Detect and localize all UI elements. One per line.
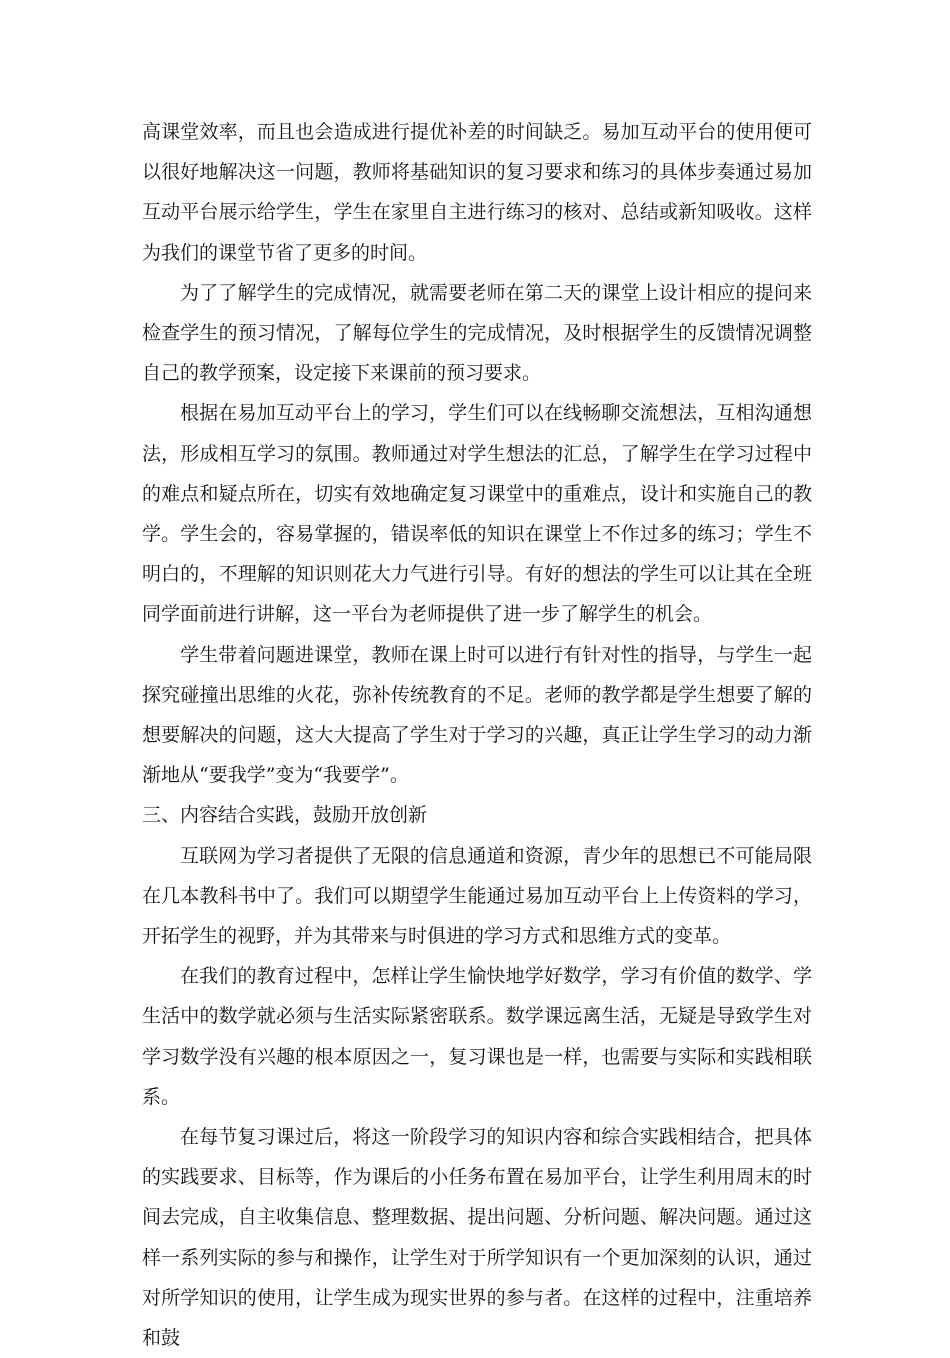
paragraph-classroom-guidance: 学生带着问题进课堂，教师在课上时可以进行有针对性的指导，与学生一起探究碰撞出思维的火花，弥补传统教育的不足。老师的教学都是学生想要了解的想要解决的问题，这大大提高了学生对于学习的兴趣，真正让学生学习的动力渐渐地从“要我学”变为“我要学”。 xyxy=(142,643,812,787)
document-body xyxy=(142,112,812,1358)
paragraph-practice-tasks: 在每节复习课过后，将这一阶段学习的知识内容和综合实践相结合，把具体的实践要求、目标等，作为课后的小任务布置在易加平台，让学生利用周末的时间去完成，自主收集信息、整理数据、提出问题、分析问题、解决问题。通过这样一系列实际的参与和操作，让学生对于所学知识有一个更加深刻的认识，通过对所学知识的使用，让学生成为现实世界的参与者。在这样的过程中，注重培养和鼓 xyxy=(142,1126,812,1350)
paragraph-math-life: 在我们的教育过程中，怎样让学生愉快地学好数学，学习有价值的数学、学生活中的数学就必须与生活实际紧密联系。数学课远离生活，无疑是导致学生对学习数学没有兴趣的根本原因之一，复习课也是一样，也需要与实际和实践相联系。 xyxy=(142,965,812,1108)
paragraph-internet-resources: 互联网为学习者提供了无限的信息通道和资源，青少年的思想已不可能局限在几本教科书中了。我们可以期望学生能通过易加互动平台上上传资料的学习，开拓学生的视野，并为其带来与时俱进的学习方式和思维方式的变革。 xyxy=(142,844,812,948)
paragraph-online-exchange: 根据在易加互动平台上的学习，学生们可以在线畅聊交流想法，互相沟通想法，形成相互学习的氛围。教师通过对学生想法的汇总，了解学生在学习过程中的难点和疑点所在，切实有效地确定复习课堂中的重难点，设计和实施自己的教学。学生会的，容易掌握的，错误率低的知识在课堂上不作过多的练习；学生不明白的，不理解的知识则花大力气进行引导。有好的想法的学生可以让其在全班同学面前进行讲解，这一平台为老师提供了进一步了解学生的机会。 xyxy=(142,402,812,626)
section-heading-three: 三、内容结合实践，鼓励开放创新 xyxy=(142,804,428,827)
paragraph-continuation: 高课堂效率，而且也会造成进行提优补差的时间缺乏。易加互动平台的使用便可以很好地解决这一问题，教师将基础知识的复习要求和练习的具体步奏通过易加互动平台展示给学生，学生在家里自主进行练习的核对、总结或新知吸收。这样为我们的课堂节省了更多的时间。 xyxy=(142,121,812,264)
paragraph-preview-check: 为了了解学生的完成情况，就需要老师在第二天的课堂上设计相应的提问来检查学生的预习情况，了解每位学生的完成情况，及时根据学生的反馈情况调整自己的教学预案，设定接下来课前的预习要求。 xyxy=(142,281,812,385)
